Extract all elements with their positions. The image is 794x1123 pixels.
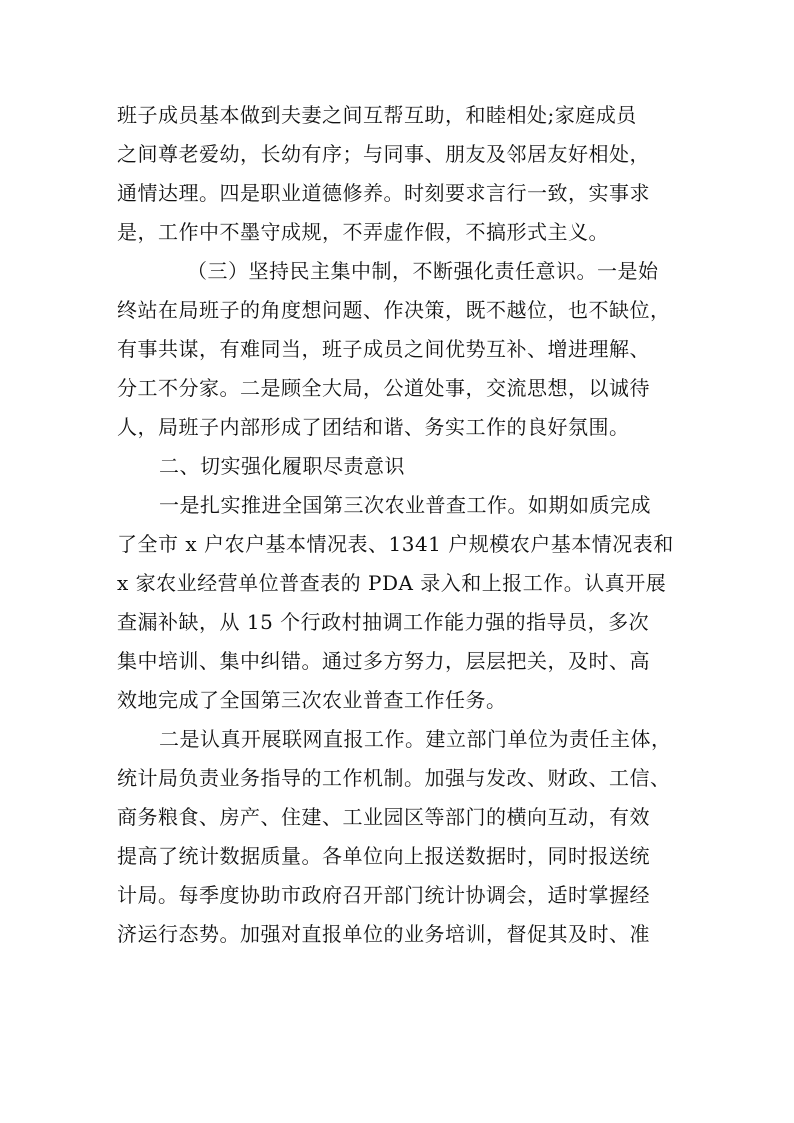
paragraph-line: 集中培训、集中纠错。通过多方努力，层层把关，及时、高 (117, 649, 650, 673)
paragraph-line: 查漏补缺，从 15 个行政村抽调工作能力强的指导员，多次 (117, 610, 650, 634)
section-heading-line: （三）坚持民主集中制，不断强化责任意识。一是始 (187, 259, 659, 283)
paragraph-line: 是，工作中不墨守成规，不弄虚作假，不搞形式主义。 (117, 220, 609, 244)
paragraph-line: 计局。每季度协助市政府召开部门统计协调会，适时掌握经 (117, 883, 650, 907)
paragraph-line: 人，局班子内部形成了团结和谐、务实工作的良好氛围。 (117, 415, 630, 439)
document-body (117, 96, 687, 954)
paragraph-line: 效地完成了全国第三次农业普查工作任务。 (117, 688, 507, 712)
paragraph-line: 班子成员基本做到夫妻之间互帮互助，和睦相处;家庭成员 (117, 103, 637, 127)
paragraph-line: 之间尊老爱幼，长幼有序；与同事、朋友及邻居友好相处， (117, 142, 650, 166)
paragraph-line: 提高了统计数据质量。各单位向上报送数据时，同时报送统 (117, 844, 650, 868)
paragraph-line: x 家农业经营单位普查表的 PDA 录入和上报工作。认真开展 (117, 571, 667, 595)
section-heading: 二、切实强化履职尽责意识 (159, 454, 405, 478)
paragraph-line: 终站在局班子的角度想问题、作决策，既不越位，也不缺位， (117, 298, 671, 322)
paragraph-line: 通情达理。四是职业道德修养。时刻要求言行一致，实事求 (117, 181, 650, 205)
paragraph-line: 二是认真开展联网直报工作。建立部门单位为责任主体， (159, 727, 672, 751)
paragraph-line: 济运行态势。加强对直报单位的业务培训，督促其及时、准 (117, 922, 650, 946)
paragraph-line: 统计局负责业务指导的工作机制。加强与发改、财政、工信、 (117, 766, 671, 790)
paragraph-line: 商务粮食、房产、住建、工业园区等部门的横向互动，有效 (117, 805, 650, 829)
paragraph-line: 分工不分家。二是顾全大局，公道处事，交流思想，以诚待 (117, 376, 650, 400)
paragraph-line: 一是扎实推进全国第三次农业普查工作。如期如质完成 (159, 493, 651, 517)
paragraph-line: 有事共谋，有难同当，班子成员之间优势互补、增进理解、 (117, 337, 650, 361)
paragraph-line: 了全市 x 户农户基本情况表、1341 户规模农户基本情况表和 (117, 532, 674, 556)
